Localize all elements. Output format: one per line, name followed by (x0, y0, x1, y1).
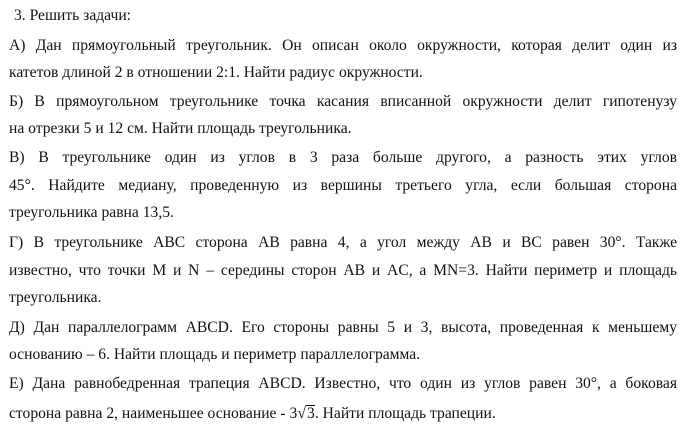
problem-v-line-1: В) В треугольнике один из углов в 3 раза больше другого, а разность этих углов (9, 149, 677, 166)
heading: 3. Решить задачи: (14, 7, 131, 24)
problem-g-line-2: известно, что точки M и N – середины сторон AB и AC, а MN=3. Найти периметр и площадь (9, 262, 677, 279)
problem-v-line-2: 45°. Найдите медиану, проведенную из вершины третьего угла, если большая сторона (9, 177, 677, 194)
problem-e-text-before: сторона равна 2, наименьшее основание - 3 (9, 405, 298, 422)
radicand: 3 (307, 405, 315, 422)
square-root (297, 404, 315, 424)
problem-e-line-1: Е) Дана равнобедренная трапеция ABCD. Известно, что один из углов равен 30°, а боковая (9, 375, 677, 392)
radical-sign: √ (297, 405, 307, 422)
problem-d-line-1: Д) Дан параллелограмм ABCD. Его стороны равны 5 и 3, высота, проведенная к меньшему (9, 319, 677, 336)
problem-b-line-2: на отрезки 5 и 12 см. Найти площадь треугольника. (9, 120, 352, 137)
problem-d-line-2: основанию – 6. Найти площадь и периметр параллелограмма. (9, 346, 421, 363)
problem-v-line-3: треугольника равна 13,5. (9, 204, 174, 221)
problem-e-text-after: . Найти площадь трапеции. (314, 405, 496, 422)
problem-g-line-3: треугольника. (9, 289, 102, 306)
problem-b-line-1: Б) В прямоугольном треугольнике точка касания вписанной окружности делит гипотенузу (9, 93, 677, 110)
problem-a-line-2: катетов длиной 2 в отношении 2:1. Найти радиус окружности. (9, 64, 423, 81)
problem-a-line-1: А) Дан прямоугольный треугольник. Он описан около окружности, которая делит один из (9, 37, 677, 54)
problem-e-line-2 (9, 404, 677, 424)
problem-g-line-1: Г) В треугольнике ABC сторона AB равна 4, а угол между AB и BC равен 30°. Также (9, 234, 677, 251)
